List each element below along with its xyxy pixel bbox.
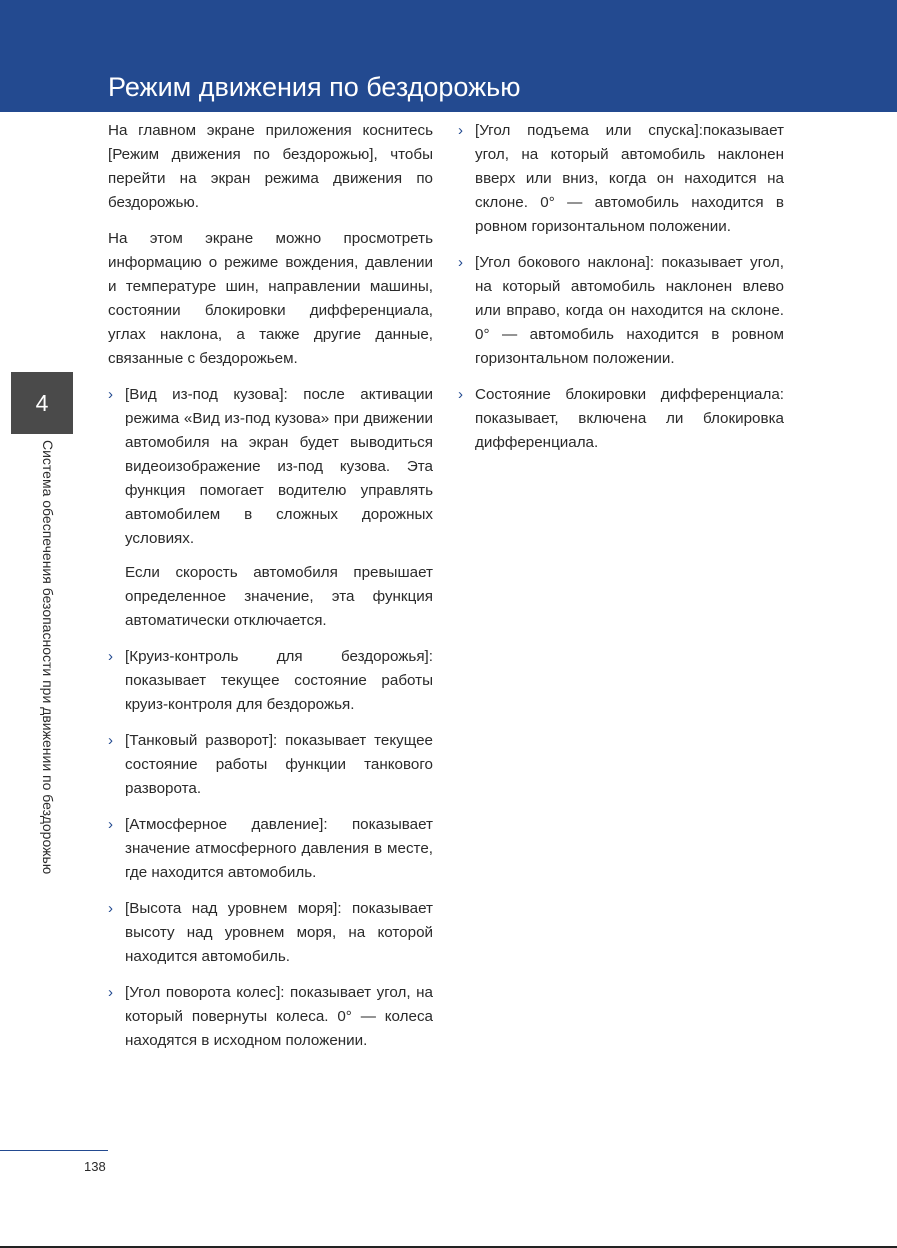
chevron-right-icon: › — [108, 900, 113, 917]
page-title: Режим движения по бездорожью — [108, 72, 521, 102]
chevron-right-icon: › — [108, 732, 113, 749]
list-item-note: Если скорость автомобиля превышает определенное значение, эта функция автоматически отключается. — [125, 564, 433, 629]
chevron-right-icon: › — [108, 386, 113, 403]
chevron-right-icon: › — [108, 816, 113, 833]
intro-paragraph: На главном экране приложения коснитесь [Режим движения по бездорожью], чтобы перейти на экран режима движения по бездорожью. — [108, 122, 433, 211]
list-item — [108, 645, 433, 717]
chevron-right-icon: › — [458, 254, 463, 271]
list-item-text: [Танковый разворот]: показывает текущее состояние работы функции танкового разворота. — [125, 732, 433, 797]
chevron-right-icon: › — [108, 984, 113, 1001]
list-item — [108, 981, 433, 1053]
footer-rule — [0, 1150, 108, 1151]
list-item-text: [Высота над уровнем моря]: показывает высоту над уровнем моря, на которой находится автомобиль. — [125, 900, 433, 965]
left-column — [108, 119, 433, 1065]
list-item-text: Состояние блокировки дифференциала: показывает, включена ли блокировка дифференциала. — [475, 386, 784, 451]
list-item-text: [Угол поворота колес]: показывает угол, на который повернуты колеса. 0° — колеса находятся в исходном положении. — [125, 984, 433, 1049]
chevron-right-icon: › — [458, 122, 463, 139]
description-paragraph: На этом экране можно просмотреть информацию о режиме вождения, давлении и температуре шин, направлении машины, состоянии блокировки дифференциала, углах наклона, а также другие данные, связанные с бездорожьем. — [108, 230, 433, 367]
chapter-number-tab: 4 — [11, 372, 73, 434]
page-number: 138 — [84, 1159, 106, 1174]
list-item-text: [Угол подъема или спуска]:показывает угол, на который автомобиль наклонен вверх или вниз, когда он находится на склоне. 0° — автомобиль находится в ровном горизонтальном положении. — [475, 122, 784, 235]
list-item — [458, 119, 784, 239]
chevron-right-icon: › — [458, 386, 463, 403]
list-item — [108, 813, 433, 885]
list-item — [108, 729, 433, 801]
list-item-text: [Круиз-контроль для бездорожья]: показывает текущее состояние работы круиз-контроля для бездорожья. — [125, 648, 433, 713]
list-item-text: [Угол бокового наклона]: показывает угол, на который автомобиль наклонен влево или вправо, когда он находится на склоне. 0° — автомобиль находится в ровном горизонтальном положении. — [475, 254, 784, 367]
list-item — [108, 383, 433, 633]
list-item — [458, 251, 784, 371]
chevron-right-icon: › — [108, 648, 113, 665]
list-item-text: [Вид из-под кузова]: после активации режима «Вид из-под кузова» при движении автомобиля на экран будет выводиться видеоизображение из-под кузова. Эта функция помогает водителю управлять автомобилем в сложных дорожных условиях. — [125, 386, 433, 547]
chapter-title: Система обеспечения безопасности при движении по бездорожью — [40, 440, 56, 875]
list-item — [458, 383, 784, 455]
page-header — [0, 0, 897, 112]
list-item — [108, 897, 433, 969]
list-item-text: [Атмосферное давление]: показывает значение атмосферного давления в месте, где находится автомобиль. — [125, 816, 433, 881]
right-column — [458, 119, 784, 467]
